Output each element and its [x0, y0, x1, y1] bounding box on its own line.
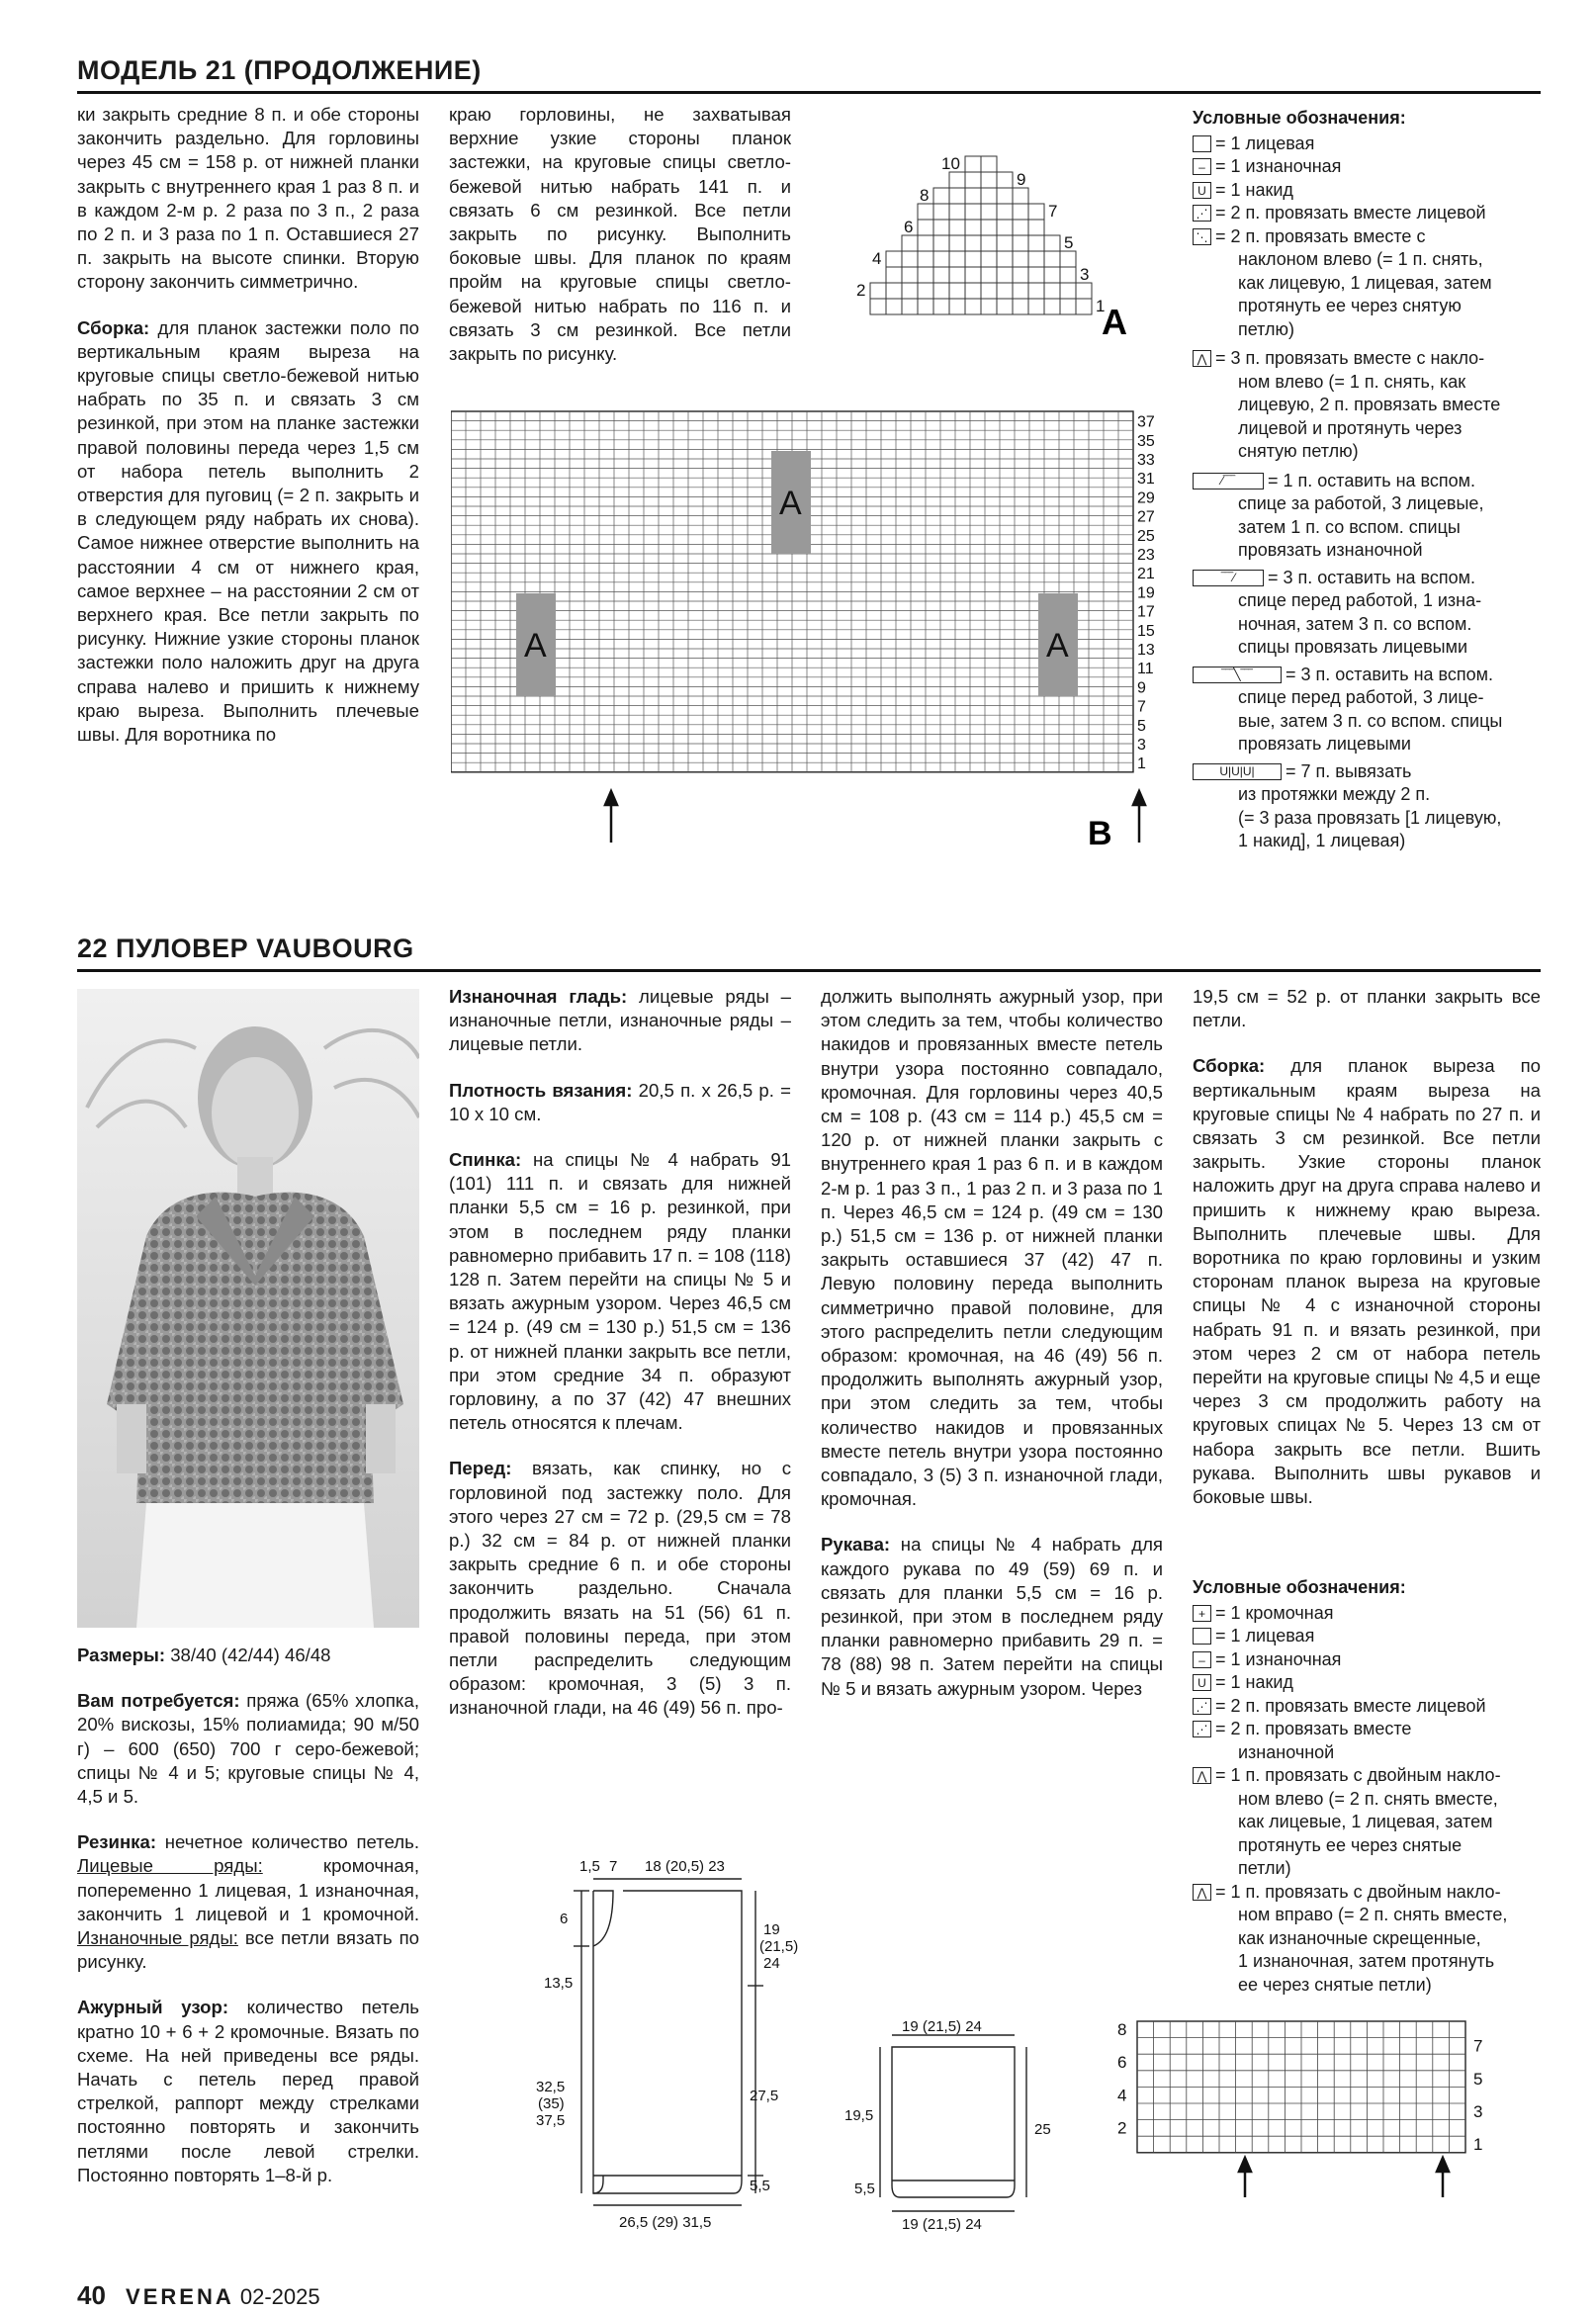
legend-item: ном влево (= 2 п. снять вместе, — [1238, 1788, 1498, 1809]
chart-cell — [1028, 251, 1044, 267]
chart-cell — [981, 267, 997, 283]
chart-cell — [1076, 283, 1092, 299]
page-title: МОДЕЛЬ 21 (ПРОДОЛЖЕНИЕ) — [77, 55, 482, 85]
body-dim-left-b: 13,5 — [544, 1975, 574, 1992]
chart-cell — [949, 283, 965, 299]
chart-cell — [1028, 204, 1044, 220]
chart-cell — [997, 251, 1013, 267]
chart-cell — [981, 299, 997, 314]
chart-row-label: 29 — [1137, 489, 1155, 507]
rib-paragraph — [77, 1830, 419, 1974]
rib-text: все петли вязать по рисунку. — [77, 1927, 419, 1973]
chart-cell — [997, 283, 1013, 299]
front-continued-paragraph: должить выполнять ажурный узор, при этом следить за тем, чтобы количество накидов и провязанных вместе петель внутри узора постоянно совпадало, кромочная. Для горловины через 40,5 см = 108 р. (43 см = 114 р.) 45,5 см = 120 р. от нижней планки закрыть с внутреннего края 1 раз 6 п. и в каждом 2-м р. 1 раз 3 п., 1 раз 2 п. и 3 раза по 1 п. Через 46,5 см = 124 р. (49 см = 130 р.) 51,5 см = 136 р. от нижней планки закрыть оставшиеся 37 (42) 47 п. Левую половину переда выполнить симметрично правой половине, для этого распределить петли следующим образом: кромочная, на 46 (49) 56 п. продолжить выполнять ажурный узор, при этом следить за тем, чтобы количество накидов и провязанных вместе петель внутри узора постоянно совпадало, 3 (5) 3 п. изнаночной глади, кромочная. — [821, 986, 1163, 1510]
cable-1-3-symbol-icon: ⁄‾‾‾ — [1193, 473, 1264, 489]
sleeve-text: на спицы № 4 набрать для каждого рукава по 49 (59) 69 п. и связать для планки 5,5 см = 16 р. резинкой, при этом в последнем ряду планки равномерно прибавить 29 п. = 78 (88) 98 п. Затем перейти на спицы № 5 и вязать ажурным узором. Через — [821, 1534, 1163, 1699]
knit-symbol-icon — [1193, 135, 1211, 152]
front-paragraph — [449, 1457, 791, 1720]
sleeve-dim-right: 25 — [1034, 2121, 1051, 2138]
body-dim-left-c2: (35) — [538, 2095, 565, 2112]
chart-cell — [1028, 299, 1044, 314]
chart-cell — [1028, 267, 1044, 283]
chart-cell — [1013, 235, 1028, 251]
chart-cell — [902, 267, 918, 283]
legend-item: = 1 накид — [1215, 179, 1293, 200]
rib-text: кромочная, попеременно 1 лицевая, 1 изнаночная, закончить 1 лицевой и 1 кромочной. — [77, 1855, 419, 1924]
chart-row-label: 9 — [1017, 170, 1026, 189]
body-dim-top-b: 7 — [609, 1858, 618, 1875]
legend-item: провязать изнаночной — [1238, 540, 1423, 560]
purl-symbol-icon: – — [1193, 158, 1211, 175]
chart-cell — [886, 299, 902, 314]
chart-cell — [965, 172, 981, 188]
legend-item: петлю) — [1238, 318, 1295, 339]
model21-chart-b — [451, 407, 1202, 862]
sizes-value: 38/40 (42/44) 46/48 — [165, 1645, 331, 1665]
chart-cell — [1060, 267, 1076, 283]
chart-row-label: 25 — [1137, 527, 1155, 545]
chart-cell — [933, 251, 949, 267]
back-text: на спицы № 4 набрать 91 (101) 111 п. и связать для нижней планки 5,5 см = 16 р. резинкой, при этом в последнем ряду планки равномерно прибавить 17 п. = 108 (118) 128 п. Затем перейти на спицы № 5 и вязать ажурным узором. Через 46,5 см = 124 р. (49 см = 130 р.) 51,5 см = 136 р. от нижней планки закрыть все петли, при этом средние 34 п. образуют горловину, а по 37 (42) 47 внешних петель относятся к плечам. — [449, 1149, 791, 1434]
purl-symbol-icon: – — [1193, 1651, 1211, 1668]
issue-number: 02-2025 — [239, 2284, 320, 2309]
chart-cell — [1044, 235, 1060, 251]
model22-column-4 — [1193, 985, 1541, 1509]
chart-cell — [981, 235, 997, 251]
legend-item: наклоном влево (= 1 п. снять, — [1238, 249, 1483, 269]
legend-item: спицы провязать лицевыми — [1238, 637, 1468, 657]
chart-row-label: 10 — [941, 154, 960, 173]
chart-row-label: 8 — [920, 186, 930, 205]
chart-row-label: 9 — [1137, 679, 1146, 697]
chart-cell — [933, 299, 949, 314]
legend-item: ночная, затем 3 п. со вспом. — [1238, 613, 1472, 634]
chart-row-label: 19 — [1137, 584, 1155, 602]
rib-label: Резинка: — [77, 1831, 157, 1853]
legend-item: как изнаночные скрещенные, — [1238, 1927, 1481, 1948]
chart-cell — [997, 204, 1013, 220]
chart-cell — [981, 204, 997, 220]
bobble-7-symbol-icon: U|U|U| — [1193, 763, 1282, 780]
chart-cell — [965, 156, 981, 172]
model-photo — [77, 989, 419, 1628]
k2tog-symbol-icon: ⋰ — [1193, 205, 1211, 222]
chart-cell — [949, 251, 965, 267]
chart-row-label: 21 — [1137, 566, 1155, 583]
legend-item: провязать лицевыми — [1238, 734, 1411, 754]
chart-cell — [997, 220, 1013, 235]
chart-cell — [1013, 299, 1028, 314]
double-decrease-right-symbol-icon: ⋀ — [1193, 1884, 1211, 1901]
chart-row-label: 6 — [904, 218, 914, 236]
model21-column-1 — [77, 103, 419, 747]
chart-cell — [918, 267, 933, 283]
chart-row-label: 5 — [1064, 233, 1074, 252]
chart-b-label: B — [1088, 815, 1112, 852]
chart-cell — [1013, 220, 1028, 235]
chart-cell — [933, 188, 949, 204]
chart-cell — [902, 283, 918, 299]
legend-item: = 1 изнаночная — [1215, 156, 1342, 176]
model22-title: 22 ПУЛОВЕР VAUBOURG — [77, 934, 414, 963]
chart-cell — [981, 188, 997, 204]
gauge-paragraph — [449, 1079, 791, 1126]
body-dim-left-c3: 37,5 — [536, 2112, 566, 2129]
legend-item: (= 3 раза провязать [1 лицевую, — [1238, 807, 1502, 828]
back-paragraph — [449, 1148, 791, 1435]
model21-chart-a — [852, 127, 1159, 354]
model21-legend — [1193, 107, 1549, 853]
legend-item: ном влево (= 1 п. снять, как — [1238, 371, 1466, 392]
chart-cell — [1013, 251, 1028, 267]
chart-row-label: 17 — [1137, 603, 1155, 621]
body-dim-right-a1: 19 — [763, 1921, 780, 1938]
legend-item: лицевую, 2 п. провязать вместе — [1238, 395, 1501, 414]
chart-cell — [886, 267, 902, 283]
chart-row-label: 35 — [1137, 432, 1155, 450]
lace-row-label: 1 — [1473, 2135, 1483, 2155]
chart-row-label: 37 — [1137, 413, 1155, 431]
reverse-stockinette-text: лицевые ряды – изнаночные петли, изнаночные ряды – лицевые петли. — [449, 986, 792, 1055]
lace-row-label: 4 — [1117, 2086, 1127, 2105]
model22-assembly-label: Сборка: — [1193, 1055, 1266, 1077]
chart-cell — [965, 267, 981, 283]
materials-label: Вам потребуется: — [77, 1690, 240, 1712]
sleeve-dim-left-b: 5,5 — [854, 2180, 875, 2197]
chart-cell — [1028, 220, 1044, 235]
chart-cell — [965, 235, 981, 251]
chart-row-label: 27 — [1137, 508, 1155, 526]
body-dim-left-a: 6 — [560, 1911, 569, 1927]
chart-cell — [933, 267, 949, 283]
materials-text: пряжа (65% хлопка, 20% вискозы, 15% полиамида; 90 м/50 г) – 600 (650) 700 г серо-бежевой; спицы № 4 и 5; круговые спицы № 4, 4,5 и 5. — [77, 1690, 419, 1808]
legend-item: протянуть ее через снятую — [1238, 296, 1462, 315]
chart-cell — [886, 283, 902, 299]
legend-item: лицевой и протянуть через — [1238, 417, 1463, 438]
chart-cell — [997, 172, 1013, 188]
lace-row-label: 7 — [1473, 2036, 1483, 2056]
legend-item: как лицевые, 1 лицевая, затем — [1238, 1812, 1493, 1831]
footer — [77, 2280, 320, 2311]
chart-cell — [965, 220, 981, 235]
chart-cell — [933, 283, 949, 299]
chart-cell — [949, 235, 965, 251]
body-dim-bottom: 26,5 (29) 31,5 — [619, 2214, 712, 2231]
chart-cell — [981, 283, 997, 299]
model21-assembly-paragraph — [77, 316, 419, 748]
chart-cell — [981, 251, 997, 267]
chart-cell — [870, 283, 886, 299]
rib-text: нечетное количество петель. — [156, 1831, 419, 1853]
assembly-text: для планок застежки поло по вертикальным краям выреза на круговые спицы светло-бежевой нитью набрать по 35 п. и связать 3 см резинкой, при этом на планке застежки правой половины переда через 1,5 см от набора петель выполнить 2 отверстия для пуговиц (= 2 п. закрыть и в следующем ряду набрать их снова). Самое нижнее отверстие выполнить на расстоянии 4 см от нижнего края, самое верхнее – на расстоянии 2 см от верхнего края. Все петли закрыть по рисунку. Нижние узкие стороны планок застежки поло наложить друг на друга справа налево и пришить к нижнему краю выреза. Выполнить плечевые швы. Для воротника по — [77, 316, 419, 746]
ssk-symbol-icon: ⋱ — [1193, 228, 1211, 245]
legend-title: Условные обозначения: — [1193, 108, 1406, 128]
chart-cell — [1076, 299, 1092, 314]
chart-cell — [1044, 267, 1060, 283]
yarn-over-symbol-icon: U — [1193, 182, 1211, 199]
chart-cell — [902, 235, 918, 251]
sleeve-dim-top: 19 (21,5) 24 — [902, 2018, 982, 2035]
legend-item: = 1 п. оставить на вспом. — [1268, 470, 1476, 490]
legend-item: = 2 п. провязать вместе лицевой — [1215, 203, 1486, 222]
sizes-label: Размеры: — [77, 1645, 166, 1665]
chart-cell — [997, 299, 1013, 314]
body-dim-top-a: 1,5 — [579, 1858, 600, 1875]
knit-symbol-icon — [1193, 1628, 1211, 1645]
sleeve-dim-left-a: 19,5 — [844, 2107, 874, 2124]
legend-item: как лицевую, 1 лицевая, затем — [1238, 272, 1492, 293]
body-dim-right-a3: 24 — [763, 1955, 780, 1972]
legend-item: = 2 п. провязать вместе — [1215, 1719, 1412, 1738]
model21-paragraph-2: краю горловины, не захватывая верхние узкие стороны планок застежки, на круговые спицы светло-бежевой нитью набрать 141 п. и связать 6 см резинкой. Все петли закрыть по рисунку. Выполнить боковые швы. Для планок по краям пройм на круговые спицы светло-бежевой нитью набрать по 116 п. и связать 3 см резинкой. Все петли закрыть по рисунку. — [449, 104, 791, 365]
legend-item: 1 накид], 1 лицевая) — [1238, 831, 1406, 850]
legend-item: снятую петлю) — [1238, 441, 1359, 461]
model22-legend-title: Условные обозначения: — [1193, 1577, 1406, 1597]
body-dim-right-a2: (21,5) — [759, 1938, 799, 1955]
legend-item: = 7 п. вывязать — [1286, 760, 1412, 781]
chart-row-label: 4 — [872, 249, 882, 268]
chart-row-label: 2 — [856, 281, 866, 300]
rib-right-rows-label: Лицевые ряды: — [77, 1855, 263, 1877]
model22-assembly-paragraph — [1193, 1054, 1541, 1509]
chart-cell — [918, 283, 933, 299]
chart-row-label: 1 — [1096, 297, 1106, 315]
legend-item: 1 изнаночная, затем протянуть — [1238, 1951, 1495, 1971]
chart-cell — [933, 204, 949, 220]
chart-cell — [997, 188, 1013, 204]
legend-item: = 3 п. провязать вместе с накло- — [1215, 348, 1485, 368]
gauge-text: 20,5 п. х 26,5 р. = 10 х 10 см. — [449, 1079, 791, 1124]
chart-cell — [965, 204, 981, 220]
lace-row-label: 6 — [1117, 2053, 1127, 2073]
model22-column-2 — [449, 985, 791, 1721]
cable-3-1-symbol-icon: ‾‾‾⁄ — [1193, 570, 1264, 586]
chart-row-label: 13 — [1137, 642, 1155, 659]
reverse-stockinette-label: Изнаночная гладь: — [449, 986, 628, 1007]
chart-cell — [1028, 283, 1044, 299]
sleeve-continued-paragraph: 19,5 см = 52 р. от планки закрыть все петли. — [1193, 986, 1541, 1031]
chart-row-label: 3 — [1137, 737, 1146, 754]
legend-item: = 2 п. провязать вместе лицевой — [1215, 1695, 1486, 1716]
legend-item: из протяжки между 2 п. — [1238, 784, 1431, 804]
materials-paragraph — [77, 1689, 419, 1809]
body-dim-top-c: 18 (20,5) 23 — [645, 1858, 725, 1875]
chart-row-label: 31 — [1137, 471, 1155, 489]
chart-row-label: 11 — [1137, 661, 1154, 678]
chart-cell — [1060, 283, 1076, 299]
chart-block-a-center-label: A — [779, 485, 802, 522]
chart-cell — [1060, 299, 1076, 314]
chart-cell — [965, 299, 981, 314]
model22-column-3 — [821, 985, 1163, 1701]
legend-item: = 1 лицевая — [1215, 1626, 1315, 1646]
chart-cell — [965, 283, 981, 299]
legend-item: спице за работой, 3 лицевые, — [1238, 493, 1484, 513]
chart-cell — [1060, 251, 1076, 267]
lace-label: Ажурный узор: — [77, 1997, 229, 2018]
chart-cell — [997, 235, 1013, 251]
chart-cell — [933, 235, 949, 251]
legend-item: вые, затем 3 п. со вспом. спицы — [1238, 710, 1503, 731]
cable-3-3-symbol-icon: ‾‾‾╲‾‾‾ — [1193, 667, 1282, 683]
chart-a-label: A — [1102, 302, 1127, 342]
legend-item: = 3 п. оставить на вспом. — [1286, 664, 1494, 684]
sleeve-schematic — [841, 2017, 1068, 2255]
chart-cell — [949, 204, 965, 220]
lace-row-label: 3 — [1473, 2102, 1483, 2121]
chart-cell — [949, 188, 965, 204]
legend-item: спице перед работой, 3 лице- — [1238, 687, 1484, 707]
legend-item: петли) — [1238, 1858, 1291, 1878]
chart-cell — [949, 220, 965, 235]
k2tog-symbol-icon: ⋰ — [1193, 1698, 1211, 1715]
rib-wrong-rows-label: Изнаночные ряды: — [77, 1927, 238, 1949]
legend-item: = 1 кромочная — [1215, 1602, 1334, 1623]
sleeve-paragraph — [821, 1533, 1163, 1700]
front-label: Перед: — [449, 1458, 512, 1479]
chart-block-a-left-label: A — [524, 627, 547, 665]
front-text: вязать, как спинку, но с горловиной под застежку поло. Для этого через 27 см = 72 р. (29,5 см = 78 р.) 32 см = 84 р. от нижней планки закрыть средние 6 п. и обе стороны закончить раздельно. Сначала продолжить вязать на 51 (56) 61 п. правой половины переда, при этом петли распределить следующим образом: кромочная, 3 (5) 3 п. изнаночной глади, на 46 (49) 56 п. про- — [449, 1458, 791, 1719]
page-number: 40 — [77, 2280, 106, 2310]
chart-cell — [870, 299, 886, 314]
gauge-label: Плотность вязания: — [449, 1079, 633, 1101]
model22-rule — [77, 969, 1541, 972]
chart-cell — [1013, 188, 1028, 204]
chart-row-label: 5 — [1137, 717, 1146, 735]
model-photo-image — [77, 989, 419, 1628]
chart-row-label: 3 — [1080, 265, 1090, 284]
chart-cell — [981, 156, 997, 172]
chart-cell — [1013, 283, 1028, 299]
chart-cell — [981, 172, 997, 188]
p2tog-symbol-icon: ⋰ — [1193, 1721, 1211, 1737]
chart-row-label: 33 — [1137, 452, 1155, 469]
model21-column-2 — [449, 103, 791, 366]
model22-lace-chart — [1117, 2017, 1552, 2200]
chart-cell — [981, 220, 997, 235]
chart-row-label: 1 — [1137, 756, 1146, 773]
chart-cell — [1044, 299, 1060, 314]
legend-item: спице перед работой, 1 изна- — [1238, 590, 1482, 610]
edge-stitch-symbol-icon: + — [1193, 1605, 1211, 1622]
sk2p-symbol-icon: ⋀ — [1193, 350, 1211, 367]
legend-item: протянуть ее через снятые — [1238, 1834, 1463, 1855]
body-dim-left-c1: 32,5 — [536, 2079, 566, 2095]
chart-row-label: 7 — [1137, 698, 1146, 716]
chart-cell — [1013, 267, 1028, 283]
chart-row-label: 7 — [1048, 202, 1058, 221]
legend-item: = 2 п. провязать вместе с — [1215, 225, 1426, 246]
model22-assembly-text: для планок выреза по вертикальным краям выреза на круговые спицы № 4 набрать по 27 п. и связать 3 см резинкой. Все петли закрыть. Узкие стороны планок наложить друг на друга справа налево и пришить к нижнему краю выреза. Выполнить плечевые швы. Для воротника по краю горловины и узким сторонам планок выреза на круговые спицы № 4 с изнаночной стороны набрать 91 п. и вязать резинкой, при этом через 2 см от набора петель перейти на круговые спицы № 4,5 и еще через 3 см продолжить работу на круговых спицах № 5. Через 13 см от набора закрыть все петли. Вшить рукава. Выполнить швы рукавов и боковые швы. — [1193, 1055, 1541, 1508]
chart-row-label: 15 — [1137, 622, 1155, 640]
chart-block-a-right-label: A — [1046, 627, 1069, 665]
sleeve-label: Рукава: — [821, 1534, 891, 1556]
body-dim-right-c: 5,5 — [750, 2178, 770, 2194]
chart-cell — [1013, 204, 1028, 220]
legend-item: = 1 изнаночная — [1215, 1648, 1342, 1669]
lace-row-label: 2 — [1117, 2118, 1127, 2138]
model22-column-1 — [77, 1644, 419, 2187]
sizes-paragraph — [77, 1644, 419, 1667]
lace-row-label: 8 — [1117, 2020, 1127, 2039]
chart-cell — [918, 220, 933, 235]
double-decrease-left-symbol-icon: ⋀ — [1193, 1767, 1211, 1784]
body-dim-right-b: 27,5 — [750, 2088, 779, 2104]
chart-cell — [918, 204, 933, 220]
chart-cell — [902, 299, 918, 314]
legend-item: = 1 накид — [1215, 1672, 1293, 1692]
chart-row-label: 23 — [1137, 547, 1155, 564]
lace-text: количество петель кратно 10 + 6 + 2 кромочные. Вязать по схеме. На ней приведены все ряды. Начать с петель перед правой стрелкой, раппорт между стрелками постоянно повторять и закончить петлями после левой стрелки. Постоянно повторять 1–8-й р. — [77, 1997, 419, 2185]
legend-item: = 1 п. провязать с двойным накло- — [1215, 1881, 1501, 1902]
lace-row-label: 5 — [1473, 2069, 1483, 2089]
sleeve-dim-bottom: 19 (21,5) 24 — [902, 2216, 982, 2233]
chart-cell — [949, 172, 965, 188]
back-label: Спинка: — [449, 1149, 522, 1171]
legend-item: = 1 лицевая — [1215, 133, 1315, 153]
chart-cell — [918, 251, 933, 267]
legend-item: = 1 п. провязать с двойным накло- — [1215, 1765, 1501, 1785]
chart-cell — [965, 188, 981, 204]
legend-item: изнаночной — [1238, 1741, 1335, 1762]
chart-cell — [886, 251, 902, 267]
chart-cell — [918, 299, 933, 314]
legend-item: затем 1 п. со вспом. спицы — [1238, 516, 1461, 537]
header-rule — [77, 91, 1541, 94]
chart-cell — [949, 299, 965, 314]
chart-cell — [902, 251, 918, 267]
yarn-over-symbol-icon: U — [1193, 1674, 1211, 1691]
legend-item: ее через снятые петли) — [1238, 1974, 1432, 1995]
legend-item: = 3 п. оставить на вспом. — [1268, 567, 1476, 587]
chart-cell — [1028, 235, 1044, 251]
chart-cell — [918, 235, 933, 251]
chart-cell — [933, 220, 949, 235]
chart-cell — [1044, 251, 1060, 267]
body-schematic — [514, 1839, 811, 2255]
chart-cell — [949, 267, 965, 283]
model21-paragraph-1: ки закрыть средние 8 п. и обе стороны закончить раздельно. Для горловины через 45 см = 158 р. от нижней планки закрыть с внутреннего края 1 раз 8 п. и в каждом 2-м р. 2 раза по 3 п., 2 раза по 2 п. и 3 раза по 1 п. Оставшиеся 27 п. закрыть на высоте спинки. Вторую сторону закончить симметрично. — [77, 104, 419, 293]
chart-cell — [1044, 283, 1060, 299]
chart-cell — [997, 267, 1013, 283]
chart-cell — [965, 251, 981, 267]
reverse-stockinette-paragraph — [449, 985, 791, 1057]
magazine-name: VERENA — [126, 2284, 234, 2309]
model22-legend — [1193, 1576, 1549, 1997]
assembly-label: Сборка: — [77, 316, 150, 338]
lace-paragraph — [77, 1996, 419, 2187]
legend-item: ном вправо (= 2 п. снять вместе, — [1238, 1905, 1508, 1924]
